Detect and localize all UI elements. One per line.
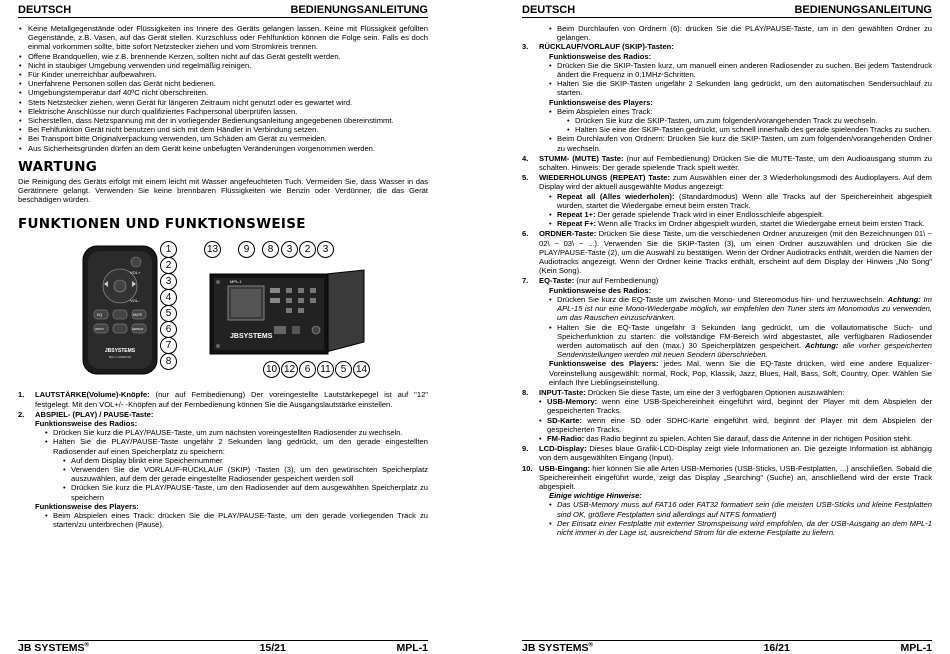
eq-player: Funktionsweise des Players: jedes Mal, wenn Sie die EQ-Taste drücken, wird eine andere Equalizer-Voreinstellung ausgewählt: normal, Rock, Pop, Klassik, Jazz, Blues, Hall, Bass, Soft, Country, Oper. Wählen Sie einfach Ihre Lieblingseinstellung. [549,359,932,387]
safety-item: • Aus Sicherheitsgründen dürfen an dem Gerät keine unbefugten Veränderungen vorgenommen werden. [18,144,428,153]
unit-brand-label: JBSYSTEMS [230,333,273,341]
list-item: • Beim Durchlaufen von Ordnern: Drücken Sie kurz die SKIP-Tasten, um zum folgenden/vorangehenden Ordner zu wechseln. [549,134,932,152]
item-text: (nur auf Fernbedienung) Der voreingestellte Lautstärkepegel ist auf "12" festgelegt. Mit den VOL+/- -Knöpfen auf der Fernbedienung können Sie die Ausgangslautstärke einstellen. [35,390,428,409]
item-title: RÜCKLAUF/VORLAUF (SKIP)-Tasten: [539,42,674,52]
list-item: • Drücken Sie kurz die EQ-Taste um zwischen Mono- und Stereomodus hin- und herzuwechseln. Achtung: Im APL-15 ist nur eine Mono-Wiedergabe möglich, wir empfehlen den Tuner stets im Monomodus zu verwenden, um das Rauschen einzuschränken. [549,295,932,323]
header-title: BEDIENUNGSANLEITUNG [794,4,932,16]
safety-item: • Bei Fehlfunktion Gerät nicht benutzen und sich mit dem Händler in Verbindung setzen. [18,125,428,134]
function-item-8: 8. INPUT-Taste: Drücken Sie diese Taste, um eine der 3 verfügbaren Optionen auszuwählen: • USB-Memory: wenn eine USB-Speichereinheit eingeführt wird, beginnt der Player mit dem Abspielen der gespeicherten Tracks. • SD-Karte: wenn eine SD oder SDHC-Karte eingeführt wird, beginnt der Player mit dem Abspielen der gespeicherten Tracks. • FM-Radio: das Radio beginnt zu spielen. Achten Sie darauf, dass die Antenne in der richtigen Position steht. [522,388,932,443]
continued-list [522,24,932,42]
hints-list [539,500,932,537]
radio-sublist [53,456,428,502]
radio-list [539,61,932,98]
radio-heading: Funktionsweise des Radios: [35,419,138,429]
callout-12: 12 [281,361,298,378]
repeat-mode-list [539,192,932,229]
safety-list [18,24,428,153]
function-item-2 [18,410,428,530]
callout-11: 11 [317,361,334,378]
safety-item: • Nicht in staubiger Umgebung verwenden und regelmäßig reinigen. [18,61,428,70]
header-language: DEUTSCH [18,4,72,16]
player-heading: Funktionsweise des Players: [35,501,139,511]
callout-2: 2 [160,257,177,274]
unit-model-label: MPL-1 [230,279,242,285]
sub-item: • Halten Sie eine der SKIP-Tasten gedrückt, um schnell innerhalb des gerade spielenden Tracks zu suchen. [567,125,932,134]
callout-10: 10 [263,361,280,378]
callout-1: 1 [160,241,177,258]
footer-page-number: 16/21 [763,642,790,654]
safety-item: • Keine Metallgegenstände oder Flüssigkeiten ins Innere des Geräts gelangen lassen. Keine mit Flüssigkeit gefüllten Gegenstände, z.B. Vasen, auf das Gerät stellen. Kurzschluss oder Fehlfunktion können die Folge sein. Falls es doch einmal vorkommen sollte, bitte sofort Netzstecker ziehen und vom Stromkreis trennen. [18,24,428,52]
remote-vol-minus: VOL- [130,298,140,304]
right-page [522,0,932,654]
callout-9: 9 [238,241,255,258]
callout-13: 13 [204,241,221,258]
list-item: • Beim Abspielen eines Track: drücken Sie die PLAY/PAUSE-Taste, um den gerade vorliegenden Track zu starten/zu unterbrechen (Pause). [45,511,428,529]
callout-6: 6 [160,321,177,338]
main-unit-illustration [208,268,368,358]
safety-item: • Stets Netzstecker ziehen, wenn Gerät für längeren Zeitraum nicht genutzt oder es gewartet wird. [18,98,428,107]
safety-item: • Umgebungstemperatur darf 40ºC nicht überschreiten. [18,88,428,97]
function-item-5: 5. WIEDERHOLUNGS (REPEAT) Taste: zum Auswählen einer der 3 Wiederholungsmodi des Audioplayers. Auf dem Display wird der aktuell ausgewählte Modus angezeigt: • Repeat all (Alles wiederholen): (Standardmodus) Wenn alle Tracks auf der Speichereinheit abgespielt wurden, startet die Wiedergabe erneut beim ersten Track. • Repeat 1+: Der gerade spielende Track wird in einer Endlosschleife abgespielt. • Repeat F+: Wenn alle Tracks im Ordner abgespielt wurden, startet die Wiedergabe erneut beim ersten Track. [522,173,932,228]
player-list [539,107,932,153]
wartung-text: Die Reinigung des Geräts erfolgt mit einem leicht mit Wasser angefeuchteten Tuch. Vermeiden Sie, dass Wasser in das Gerätinnere gelangt. Verwenden Sie keine brennbaren Flüssigkeiten wie Benzin oder Verdünner, die das Gerät beschädigen würden. [18,176,428,205]
page-header [18,0,428,18]
list-item: • FM-Radio: das Radio beginnt zu spielen. Achten Sie darauf, dass die Antenne in der richtigen Position steht. [539,434,932,443]
footer-model: MPL-1 [396,642,428,654]
footer-brand: JB SYSTEMS® [522,642,593,654]
callout-4: 4 [160,289,177,306]
list-item: • Repeat all (Alles wiederholen): (Standardmodus) Wenn alle Tracks auf der Speichereinheit abgespielt wurden, startet die Wiedergabe erneut beim ersten Track. [549,192,932,210]
hints-heading: Einige wichtige Hinweise: [549,491,642,501]
remote-input-label: INPUT [95,327,104,332]
player-list [35,511,428,529]
list-item: • SD-Karte: wenn eine SD oder SDHC-Karte eingeführt wird, beginnt der Player mit dem Abspielen der gespeicherten Tracks. [539,416,932,434]
eq-radio-list [539,295,932,359]
left-page [18,0,428,654]
item-number: 1. [18,390,25,400]
item-number: 2. [18,409,25,419]
safety-item: • Elektrische Anschlüsse nur durch qualifiziertes Fachpersonal überprüfen lassen. [18,107,428,116]
list-item: • USB-Memory: wenn eine USB-Speichereinheit eingeführt wird, beginnt der Player mit dem Abspielen der gespeicherten Tracks. [539,397,932,415]
radio-list [35,428,428,502]
page-body [18,24,428,531]
footer-model: MPL-1 [900,642,932,654]
function-item-7: 7. EQ-Taste: (nur auf Fernbedienung) Funktionsweise des Radios: • Drücken Sie kurz die EQ-Taste um zwischen Mono- und Stereomodus hin- und herzuwechseln. Achtung: Im APL-15 ist nur eine Mono-Wiedergabe möglich, wir empfehlen den Tuner stets im Monomodus zu verwenden, um das Rauschen einzuschränken. • Halten Sie die EQ-Taste ungefähr 3 Sekunden lang gedrückt, um die vollautomatische Such- und Speicherfunktion zu starten: die vollständige FM-Bereich wird abgestastet, alle verfügbaren Radiosender werden automatisch auf den (max.) 30 Speicherplätzen gespeichert. Achtung: alle vorher gespeicherten Senderinstellungen werden mit neuen Sendern überschrieben. Funktionsweise des Players: jedes Mal, wenn Sie die EQ-Taste drücken, wird eine andere Equalizer-Voreinstellung ausgewählt: normal, Rock, Pop, Klassik, Jazz, Blues, Hall, Bass, Soft, Country, Oper. Wählen Sie einfach Ihre Lieblingseinstellung. [522,276,932,386]
function-list [522,42,932,537]
radio-heading: Funktionsweise des Radios: [549,51,652,61]
function-list [18,390,428,529]
safety-item: • Unerfahrene Personen sollen das Gerät nicht bedienen. [18,79,428,88]
item-title: ABSPIEL- (PLAY) / PAUSE-Taste: [35,409,154,419]
list-item: • Halten Sie die EQ-Taste ungefähr 3 Sekunden lang gedrückt, um die vollautomatische Such- und Speicherfunktion zu starten: die vollständige FM-Bereich wird abgestastet, alle verfügbaren Radiosender werden automatisch auf den (max.) 30 Speicherplätzen gespeichert. Achtung: alle vorher gespeicherten Senderinstellungen werden mit neuen Sendern überschrieben. [549,323,932,360]
player-heading: Funktionsweise des Players: [549,97,653,107]
footer-brand: JB SYSTEMS® [18,642,89,654]
list-item: • Der Einsatz einer Festplatte mit externer Stromspeisung wird empfohlen, da der USB-Ausgang an dem MPL-1 nicht immer in der Lage ist, ausreichend Strom für die externe Festplatte zu liefern. [549,519,932,537]
remote-repeat-label: REPEAT [132,327,144,332]
callout-3c: 3 [317,241,334,258]
input-option-list [539,397,932,443]
wartung-heading: WARTUNG [18,158,98,175]
safety-item: • Offene Brandquellen, wie z.B. brennende Kerzen, sollten nicht auf das Gerät gestellt werden. [18,52,428,61]
callout-2b: 2 [299,241,316,258]
radio-heading: Funktionsweise des Radios: [549,285,652,295]
header-title: BEDIENUNGSANLEITUNG [290,4,428,16]
remote-brand: JBSYSTEMS [104,348,136,355]
list-item: • Das USB-Memory muss auf FAT16 oder FAT32 formatiert sein (die meisten USB-Sticks und kleine Festplatten sind OK, größere Festplatten sind allerdings auf NTFS formatiert) [549,500,932,518]
safety-item: • Bei Transport bitte Originalverpackung verwenden, um Schäden am Gerät zu vermeiden. [18,134,428,143]
page-body [522,24,932,538]
callout-3: 3 [160,273,177,290]
callout-8b: 8 [262,241,279,258]
item-title: LAUTSTÄRKE(Volume)-Knöpfe: [35,390,150,400]
remote-eq-label: EQ [97,313,103,318]
callout-14: 14 [353,361,370,378]
funktionen-heading: FUNKTIONEN UND FUNKTIONSWEISE [18,216,306,233]
function-item-6: 6. ORDNER-Taste: Drücken Sie diese Taste, um die verschiedenen Ordner anzuzeigen (mit den Bezeichnungen 01\ ~ 02\ ~ 03\ ~ ...). Verwenden Sie die SKIP-Tasten (3), um einen Ordner auszuwählen und drücken Sie die PLAY/PAUSE-Taste (2), um die Auswahl zu bestätigen. Wenn der Ordner Audiotracks enthält, werden die Namen der Audiotracks angezeigt. Wenn der Ordner keine Tracks enthält, erscheint auf dem Display der Hinweis „No Song" (Kein Song). [522,229,932,276]
remote-vol-plus: VOL+ [130,270,141,276]
list-item [45,437,428,501]
sub-item: • Drücken Sie kurz die PLAY/PAUSE-Taste, um den Radiosender auf dem ausgewählten Speicherplatz zu speichern [63,483,428,501]
safety-item: • Sicherstellen, dass Netzspannung mit der in vorliegender Bedienungsanleitung angegebenen übereinstimmt. [18,116,428,125]
remote-control-illustration [80,244,160,376]
list-item: • Drücken Sie kurz die PLAY/PAUSE-Taste, um zum nächsten voreingestellten Radiosender zu wechseln. [45,428,428,437]
callout-5: 5 [160,305,177,322]
callout-7: 7 [160,337,177,354]
function-item-3: 3. RÜCKLAUF/VORLAUF (SKIP)-Tasten: Funktionsweise des Radios: • Drücken Sie die SKIP-Tasten kurz, um manuell einen anderen Radiosender zu suchen. Bei jedem Tastendruck ändert die Frequenz in 0,1MHz-Schritten. • Halten Sie die SKIP-Tasten ungefähr 2 Sekunden lang gedrückt, um den automatischen Sendersuchlauf zu starten. Funktionsweise des Players: • Beim Abspielen eines Track: • Drücken Sie kurz die SKIP-Tasten, um zum folgenden/vorangehenden Track zu wechseln. • Halten Sie eine der SKIP-Tasten gedrückt, um schnell innerhalb des gerade spielenden Tracks zu suchen. • Beim Durchlaufen von Ordnern: Drücken Sie kurz die SKIP-Tasten, um zum folgenden/vorangehenden Ordner zu wechseln. [522,42,932,152]
page-footer [18,640,428,654]
footer-page-number: 15/21 [259,642,286,654]
header-language: DEUTSCH [522,4,576,16]
list-item: • Repeat F+: Wenn alle Tracks im Ordner abgespielt wurden, startet die Wiedergabe erneut beim ersten Track. [549,219,932,228]
list-item: • Beim Durchlaufen von Ordnern (6): drücken Sie die PLAY/PAUSE-Taste, um in den gewählten Ordner zu gelangen. [549,24,932,42]
device-figure [18,238,428,382]
remote-mute-label: MUTE [133,313,143,318]
remote-model: MPL-1 REMOTE [108,355,132,360]
callout-5b: 5 [335,361,352,378]
page-footer [522,640,932,654]
function-item-10: 10. USB-Eingang: hier können Sie alle Arten USB-Memories (USB-Sticks, USB-Festplatten, ...) anschließen. Sobald die Speichereinheit eingeführt wurde, zeigt das Display „Searching" (Suche) an, anschließend wird der erste Track abgespielt. Einige wichtige Hinweise: • Das USB-Memory muss auf FAT16 oder FAT32 formatiert sein (die meisten USB-Sticks und kleine Festplatten sind OK, größere Festplatten sind allerdings auf NTFS formatiert) • Der Einsatz einer Festplatte mit externer Stromspeisung wird empfohlen, da der USB-Ausgang an dem MPL-1 nicht immer in der Lage ist, ausreichend Strom für die externe Festplatte zu liefern. [522,464,932,538]
function-item-9: 9. LCD-Display: Dieses blaue Grafik-LCD-Display zeigt viele Informationen an. Die gezeigte Information ist abhängig von dem ausgewählten Eingang (Input). [522,444,932,463]
callout-3b: 3 [281,241,298,258]
list-item-text: Halten Sie die PLAY/PAUSE-Taste ungefähr 2 Sekunden lang gedrückt, um den gerade eingestellten Radiosender auf einen Speicherplatz zu speichern: [53,437,428,456]
list-item: • Halten Sie die SKIP-Tasten ungefähr 2 Sekunden lang gedrückt, um den automatischen Sendersuchlauf zu starten. [549,79,932,97]
list-item: • Drücken Sie die SKIP-Tasten kurz, um manuell einen anderen Radiosender zu suchen. Bei jedem Tastendruck ändert die Frequenz in 0,1MHz-Schritten. [549,61,932,79]
sub-item: • Verwenden Sie die VORLAUF-RÜCKLAUF (SKIP) -Tasten (3), um den gewünschten Speicherplatz auszuwählen, auf dem der gerade eingestellte Radiosender gespeichert werden soll [63,465,428,483]
list-item: • Repeat 1+: Der gerade spielende Track wird in einer Endlosschleife abgespielt. [549,210,932,219]
page-header [522,0,932,18]
function-item-1 [18,390,428,408]
function-item-4: 4. STUMM- (MUTE) Taste: (nur auf Fernbedienung) Drücken Sie die MUTE-Taste, um den Audioausgang stumm zu schalten. Hinweis: Der gerade spielende Track spielt weiter. [522,153,932,173]
safety-item: • Für Kinder unerreichbar aufbewahren. [18,70,428,79]
sub-item: • Auf dem Display blinkt eine Speichernummer [63,456,428,465]
callout-6b: 6 [299,361,316,378]
sub-item: • Drücken Sie kurz die SKIP-Tasten, um zum folgenden/vorangehenden Track zu wechseln. [567,116,932,125]
player-sublist [557,116,932,134]
callout-8: 8 [160,353,177,370]
list-item: • Beim Abspielen eines Track: • Drücken Sie kurz die SKIP-Tasten, um zum folgenden/vorangehenden Track zu wechseln. • Halten Sie eine der SKIP-Tasten gedrückt, um schnell innerhalb des gerade spielenden Tracks zu suchen. [549,107,932,135]
